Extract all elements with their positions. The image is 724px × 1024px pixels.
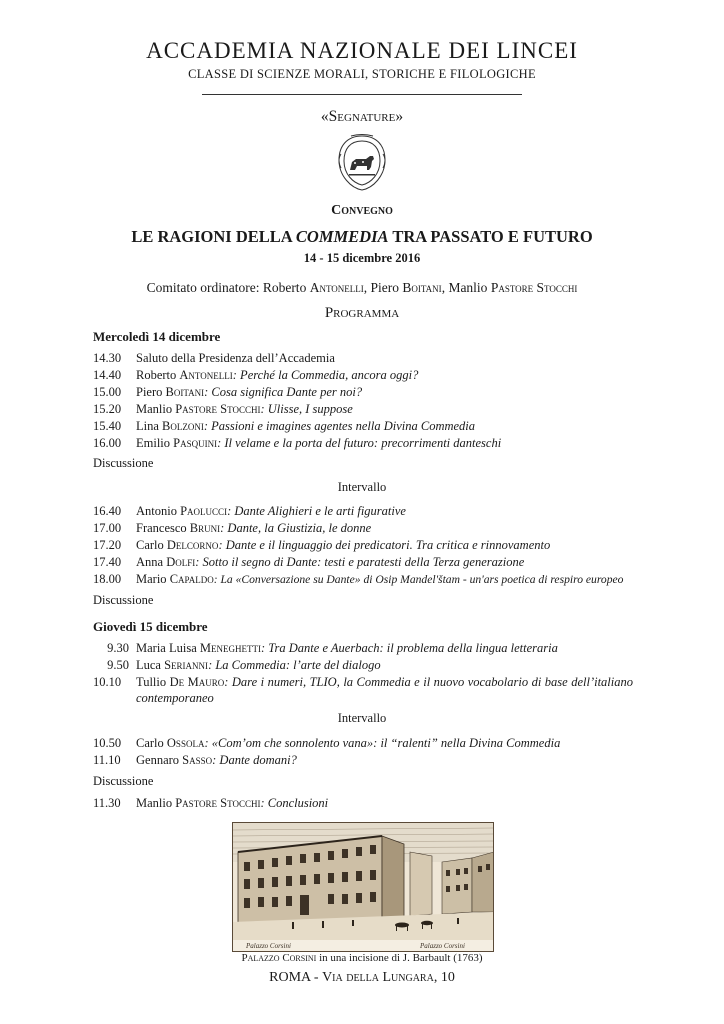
discussion-label: Discussione bbox=[93, 774, 154, 788]
row-time: 16.00 bbox=[93, 436, 122, 450]
schedule-row bbox=[93, 571, 633, 588]
venue-address bbox=[0, 970, 724, 986]
row-time: 14.30 bbox=[93, 351, 122, 365]
talk-title: : Dante, la Giustizia, le donne bbox=[220, 521, 372, 535]
speaker-first: Anna bbox=[136, 555, 167, 569]
committee-member-3: Pastore Stocchi bbox=[490, 280, 578, 295]
row-time: 14.40 bbox=[93, 368, 122, 382]
schedule-row bbox=[93, 640, 633, 656]
speaker-surname: Pastore Stocchi bbox=[175, 796, 261, 810]
event-kind: Convegno bbox=[331, 203, 393, 218]
speaker-surname: Pastore Stocchi bbox=[175, 402, 261, 416]
row-time: 17.20 bbox=[93, 538, 122, 552]
speaker-surname: Paolucci bbox=[180, 504, 228, 518]
day1-heading: Mercoledì 14 dicembre bbox=[93, 329, 221, 344]
programme-heading: Programma bbox=[324, 305, 400, 321]
schedule-row bbox=[93, 735, 633, 751]
speaker-surname: Bruni bbox=[189, 521, 221, 535]
talk-title: : Dante domani? bbox=[212, 753, 297, 767]
break-label: Intervallo bbox=[337, 711, 387, 725]
speaker-first: Maria Luisa bbox=[136, 641, 200, 655]
speaker-surname: Capaldo bbox=[169, 572, 214, 586]
speaker-first: Tullio bbox=[136, 675, 170, 689]
schedule-row bbox=[93, 537, 633, 553]
talk-title: : Perché la Commedia, ancora oggi? bbox=[232, 368, 419, 382]
speaker-surname: Boitani bbox=[165, 385, 205, 399]
engraving-label-right: Palazzo Corsini bbox=[420, 942, 465, 950]
schedule-row bbox=[93, 367, 633, 383]
header-rule bbox=[202, 94, 522, 95]
speaker-surname: De Mauro bbox=[169, 675, 225, 689]
row-time: 16.40 bbox=[93, 504, 122, 518]
talk-title: : Dante e il linguaggio dei predicatori. Tra critica e rinnovamento bbox=[218, 538, 551, 552]
schedule-row bbox=[93, 657, 633, 673]
engraving-caption bbox=[0, 952, 724, 964]
speaker-first: Emilio bbox=[136, 436, 174, 450]
schedule-row bbox=[93, 503, 633, 519]
speaker-first: Roberto bbox=[136, 368, 180, 382]
row-time: 9.30 bbox=[107, 641, 129, 655]
committee-member-2: Boitani bbox=[402, 280, 442, 295]
schedule-row bbox=[93, 384, 633, 400]
discussion-label: Discussione bbox=[93, 456, 154, 470]
speaker-first: Lina bbox=[136, 419, 163, 433]
title-part-2: TRA PASSATO E FUTURO bbox=[388, 227, 593, 246]
discussion-label: Discussione bbox=[93, 593, 154, 607]
title-part-1: LE RAGIONI DELLA bbox=[131, 227, 296, 246]
row-time: 11.30 bbox=[93, 796, 121, 810]
talk-title: : Dante Alighieri e le arti figurative bbox=[227, 504, 406, 518]
speaker-surname: Sasso bbox=[182, 753, 213, 767]
committee bbox=[0, 280, 724, 296]
committee-prefix: Comitato ordinatore: Roberto bbox=[146, 280, 310, 295]
committee-sep-1: , Piero bbox=[363, 280, 403, 295]
series-title: «Segnature» bbox=[320, 108, 404, 125]
committee-sep-2: , Manlio bbox=[441, 280, 491, 295]
committee-member-1: Antonelli bbox=[309, 280, 364, 295]
speaker-surname: Bolzoni bbox=[162, 419, 204, 433]
speaker-first: Mario bbox=[136, 572, 170, 586]
speaker-first: Manlio bbox=[136, 796, 176, 810]
speaker-surname: Ossola bbox=[166, 736, 205, 750]
schedule-row bbox=[93, 554, 633, 570]
speaker-first: Piero bbox=[136, 385, 166, 399]
caption-palace: Palazzo Corsini bbox=[241, 952, 317, 964]
row-time: 15.00 bbox=[93, 385, 122, 399]
event-title bbox=[0, 227, 724, 247]
row-time: 17.00 bbox=[93, 521, 122, 535]
day2-heading: Giovedì 15 dicembre bbox=[93, 619, 208, 634]
speaker-first: Manlio bbox=[136, 402, 176, 416]
row-time: 10.10 bbox=[93, 675, 122, 689]
talk-title: : Dare i numeri, TLIO, la Commedia e il nuovo vocabolario di base dell’italiano contemporaneo bbox=[136, 675, 633, 705]
address-street: Via della Lungara bbox=[322, 970, 434, 985]
schedule-row bbox=[93, 401, 633, 417]
talk-title: : Cosa significa Dante per noi? bbox=[204, 385, 363, 399]
palazzo-corsini-engraving bbox=[232, 822, 494, 952]
schedule-row bbox=[93, 795, 633, 811]
row-time: 15.20 bbox=[93, 402, 122, 416]
academy-name: ACCADEMIA NAZIONALE DEI LINCEI bbox=[146, 38, 578, 63]
speaker-surname: Antonelli bbox=[179, 368, 233, 382]
talk-title: : Tra Dante e Auerbach: il problema della lingua letteraria bbox=[260, 641, 558, 655]
speaker-surname: Delcorno bbox=[166, 538, 219, 552]
speaker-surname: Dolfi bbox=[166, 555, 196, 569]
address-number: , 10 bbox=[433, 970, 455, 985]
event-dates: 14 - 15 dicembre 2016 bbox=[303, 251, 421, 265]
talk-title: : La Commedia: l’arte del dialogo bbox=[208, 658, 381, 672]
speaker-first: Antonio bbox=[136, 504, 181, 518]
row-time: 9.50 bbox=[107, 658, 129, 672]
title-italic: COMMEDIA bbox=[295, 227, 389, 246]
speaker-first: Gennaro bbox=[136, 753, 183, 767]
talk-title: : Sotto il segno di Dante: testi e paratesti della Terza generazione bbox=[195, 555, 525, 569]
row-time: 17.40 bbox=[93, 555, 122, 569]
schedule-row bbox=[93, 520, 633, 536]
talk-title: : Ulisse, I suppose bbox=[260, 402, 353, 416]
row-text bbox=[136, 674, 633, 706]
schedule-row bbox=[93, 418, 633, 434]
schedule-row bbox=[93, 350, 633, 366]
talk-title: : La «Conversazione su Dante» di Osip Mandel'štam - un'ars poetica di respiro europeo bbox=[213, 573, 624, 586]
row-time: 11.10 bbox=[93, 753, 121, 767]
class-name: CLASSE DI SCIENZE MORALI, STORICHE E FILOLOGICHE bbox=[188, 67, 536, 81]
speaker-surname: Pasquini bbox=[173, 436, 218, 450]
caption-rest: in una incisione di J. Barbault (1763) bbox=[316, 952, 483, 964]
engraving-label-left: Palazzo Corsini bbox=[246, 942, 291, 950]
row-time: 18.00 bbox=[93, 572, 122, 586]
schedule-row bbox=[93, 674, 633, 706]
row-time: 15.40 bbox=[93, 419, 122, 433]
speaker-first: Francesco bbox=[136, 521, 190, 535]
break-label: Intervallo bbox=[337, 480, 387, 494]
speaker-first: Luca bbox=[136, 658, 165, 672]
talk-title: : Il velame e la porta del futuro: precorrimenti danteschi bbox=[217, 436, 502, 450]
address-city: ROMA - bbox=[269, 970, 323, 985]
speaker-first: Carlo bbox=[136, 538, 167, 552]
talk-title: : Conclusioni bbox=[260, 796, 329, 810]
speaker-surname: Meneghetti bbox=[199, 641, 261, 655]
lincei-seal-icon bbox=[333, 134, 391, 192]
schedule-row bbox=[93, 752, 633, 768]
talk-title: : «Com’om che sonnolento vana»: il “ralenti” nella Divina Commedia bbox=[204, 736, 561, 750]
speaker-surname: Serianni bbox=[164, 658, 209, 672]
speaker-first: Carlo bbox=[136, 736, 167, 750]
talk-title: : Passioni e imagines agentes nella Divina Commedia bbox=[203, 419, 476, 433]
row-time: 10.50 bbox=[93, 736, 122, 750]
schedule-row bbox=[93, 435, 633, 451]
row-text: Saluto della Presidenza dell’Accademia bbox=[136, 351, 335, 365]
